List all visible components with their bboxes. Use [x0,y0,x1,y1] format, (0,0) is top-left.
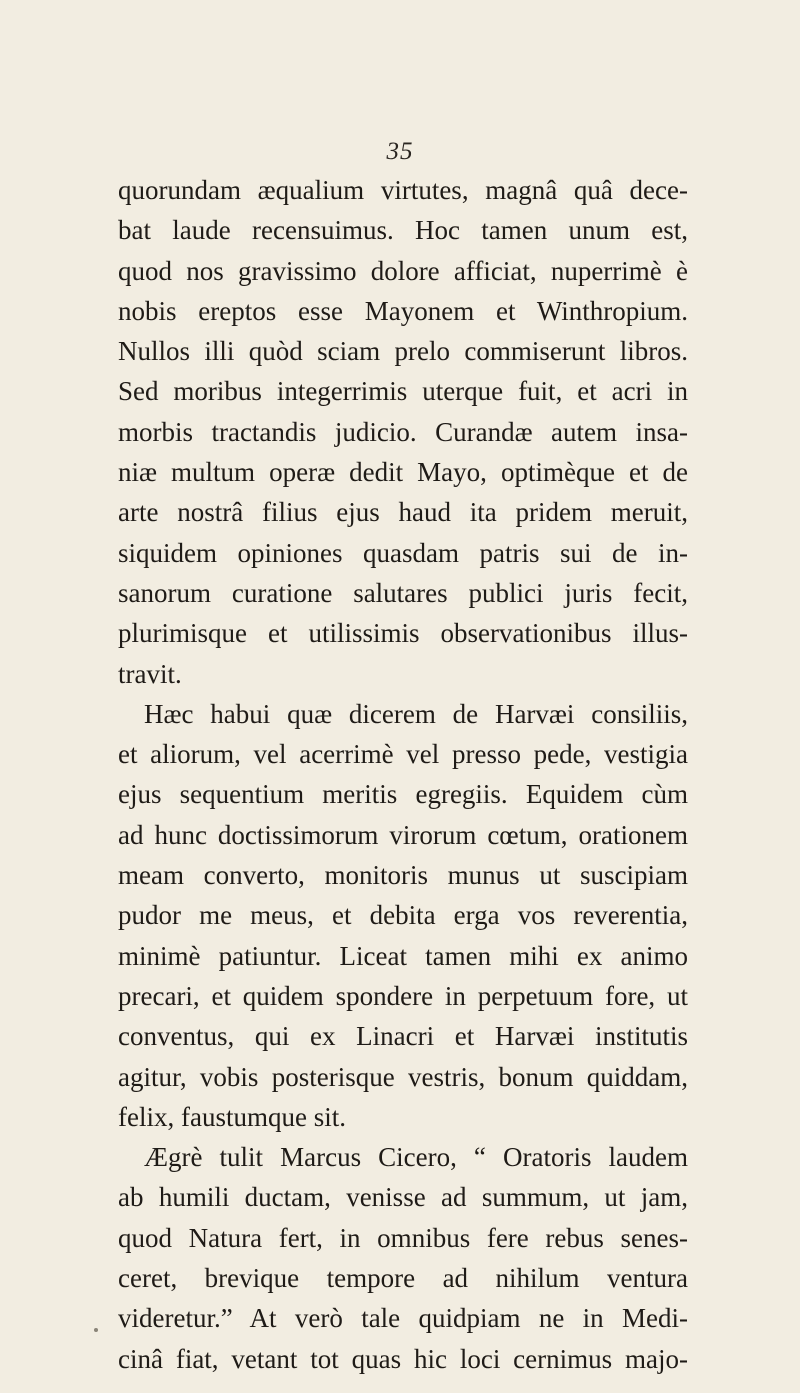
text-line: sanorum curatione salutares publici juris fecit, [118,577,688,608]
text-line: Ægrè tulit Marcus Cicero, “ Oratoris laudem [144,1142,688,1173]
text-line: precari, et quidem spondere in perpetuum fore, ut [118,980,688,1011]
text-line: Hæc habui quæ dicerem de Harvæi consiliis, [144,698,688,729]
text-line: cinâ fiat, vetant tot quas hic loci cernimus majo- [118,1343,688,1374]
text-line: siquidem opiniones quasdam patris sui de in- [118,537,688,568]
text-line: ab humili ductam, venisse ad summum, ut jam, [118,1182,688,1213]
text-line: quod Natura fert, in omnibus fere rebus senes- [118,1222,688,1253]
text-line: travit. [118,658,182,689]
page-number: 35 [386,138,414,165]
text-line: videretur.” At verò tale quidpiam ne in Medi- [118,1303,688,1334]
text-line: meam converto, monitoris munus ut suscipiam [118,860,688,891]
body-text [118,170,688,1379]
text-line: nobis ereptos esse Mayonem et Winthropium. [118,295,688,326]
text-line: agitur, vobis posterisque vestris, bonum quiddam, [118,1061,688,1092]
text-line: ejus sequentium meritis egregiis. Equidem cùm [118,779,688,810]
text-line: niæ multum operæ dedit Mayo, optimèque et de [118,457,688,488]
text-line: minimè patiuntur. Liceat tamen mihi ex animo [118,940,688,971]
text-line: bat laude recensuimus. Hoc tamen unum est, [118,215,688,246]
text-line: et aliorum, vel acerrimè vel presso pede, vestigia [118,739,688,770]
text-line: pudor me meus, et debita erga vos reverentia, [118,900,688,931]
text-line: morbis tractandis judicio. Curandæ autem insa- [118,416,688,447]
text-line: felix, faustumque sit. [118,1101,346,1132]
text-line: conventus, qui ex Linacri et Harvæi institutis [118,1021,688,1052]
text-line: arte nostrâ filius ejus haud ita pridem meruit, [118,497,688,528]
text-line: Sed moribus integerrimis uterque fuit, et acri in [118,376,688,407]
paper-speck [94,1328,98,1332]
text-line: plurimisque et utilissimis observationibus illus- [118,618,688,649]
text-line: ceret, brevique tempore ad nihilum ventura [118,1263,688,1294]
text-line: Nullos illi quòd sciam prelo commiserunt libros. [118,336,688,367]
text-line: quorundam æqualium virtutes, magnâ quâ dece- [118,175,688,205]
text-line: ad hunc doctissimorum virorum cœtum, orationem [118,819,688,850]
text-line: quod nos gravissimo dolore afficiat, nuperrimè è [118,255,688,286]
